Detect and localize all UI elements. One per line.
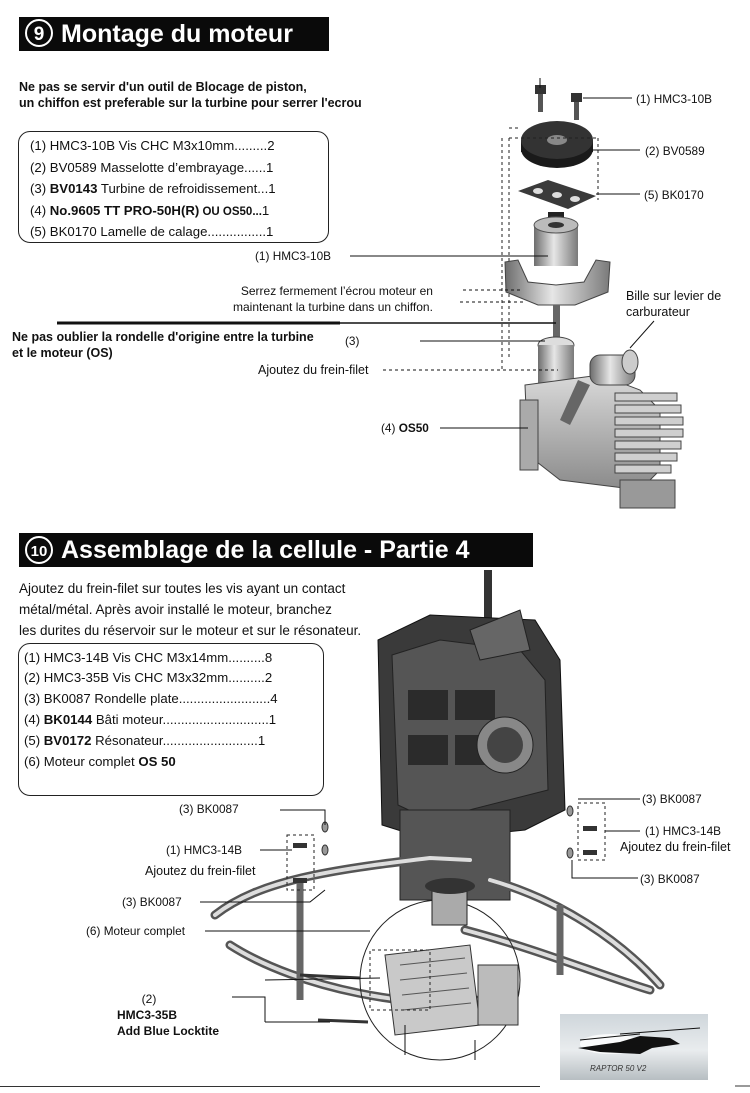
hmc3-35b-code: HMC3-35B: [117, 1008, 178, 1022]
label-three: (3): [345, 334, 360, 348]
label-bk0170: (5) BK0170: [644, 188, 704, 202]
label-frein-filet-left: Ajoutez du frein-filet: [145, 864, 256, 878]
step9-title: Montage du moteur: [61, 20, 293, 48]
part-text: (4): [24, 712, 44, 727]
part-desc: Turbine de refroidissement...: [97, 181, 269, 196]
label-frein-filet-9: Ajoutez du frein-filet: [258, 363, 369, 377]
raptor-logo-image: [560, 1014, 708, 1080]
page-bottom-rule: [0, 1086, 540, 1087]
part-text: (1) HMC3-14B Vis CHC M3x14mm..........: [24, 650, 265, 665]
label-hmc3-14b-left: (1) HMC3-14B: [166, 843, 243, 857]
intro-line-1: Ajoutez du frein-filet sur toutes les vis ayant un contact: [19, 581, 346, 596]
bille-line-2: carburateur: [626, 305, 690, 319]
part-text: (6) Moteur complet: [24, 754, 139, 769]
label-bk0087-bottom-right: (3) BK0087: [640, 872, 700, 886]
part-code: No.9605 TT PRO-50H(R): [49, 203, 200, 218]
part-code: BK0144: [43, 712, 93, 727]
part-code: OS 50: [138, 754, 176, 769]
part-qty: 1: [261, 203, 270, 218]
warning-line-1: Ne pas se servir d'un outil de Blocage de piston,: [19, 80, 307, 94]
part-qty: 8: [264, 650, 273, 665]
intro-line-2: métal/métal. Après avoir installé le moteur, branchez: [19, 602, 332, 617]
os50-code: OS50: [398, 421, 429, 435]
label-hmc3-14b-right: (1) HMC3-14B: [645, 824, 722, 838]
part-qty: 1: [268, 181, 276, 196]
bille-line-1: Bille sur levier de: [626, 289, 722, 303]
label-bk0087-mid-left: (3) BK0087: [122, 895, 182, 909]
part-qty: 1: [257, 733, 266, 748]
part-text: (2) BV0589 Masselotte d’embrayage......: [30, 160, 267, 175]
part-desc: OU OS50...: [199, 206, 262, 218]
warning-line-2: un chiffon est preferable sur la turbine pour serrer l'ecrou: [19, 96, 362, 110]
part-desc: Bâti moteur.............................: [92, 712, 269, 727]
label-bk0087-top-left: (3) BK0087: [179, 802, 239, 816]
label-bv0589: (2) BV0589: [645, 144, 705, 158]
part-text: (5): [24, 733, 44, 748]
rondelle-line-1: Ne pas oublier la rondelle d'origine entre la turbine: [12, 330, 314, 344]
label-hmc3-35b: [117, 991, 219, 1039]
label-moteur-complet: (6) Moteur complet: [86, 924, 185, 938]
part-qty: 1: [266, 224, 274, 239]
part-qty: 2: [267, 138, 275, 153]
os50-prefix: (4): [381, 421, 399, 435]
hmc3-35b-num: (2): [141, 992, 157, 1006]
step10-number: 10: [25, 536, 53, 564]
part-qty: 1: [268, 712, 277, 727]
rondelle-line-2: et le moteur (OS): [12, 346, 113, 360]
serrez-line-1: Serrez fermement l’écrou moteur en: [240, 284, 433, 298]
part-text: (1) HMC3-10B Vis CHC M3x10mm.........: [30, 138, 268, 153]
step9-number: 9: [25, 19, 53, 47]
part-text: (3): [30, 181, 50, 196]
label-bk0087-top-right: (3) BK0087: [642, 792, 702, 806]
add-blue-locktite: Add Blue Locktite: [117, 1024, 220, 1038]
part-desc: Résonateur..........................: [91, 733, 258, 748]
part-text: (5) BK0170 Lamelle de calage................: [30, 224, 267, 239]
part-text: (2) HMC3-35B Vis CHC M3x32mm..........: [24, 670, 265, 685]
label-hmc3-10b-left: (1) HMC3-10B: [255, 249, 332, 263]
serrez-line-2: maintenant la turbine dans un chiffon.: [233, 300, 433, 314]
part-qty: 4: [270, 691, 278, 706]
label-frein-filet-right: Ajoutez du frein-filet: [620, 840, 731, 854]
step10-title: Assemblage de la cellule - Partie 4: [61, 536, 470, 564]
part-qty: 1: [266, 160, 274, 175]
part-text: (4): [30, 203, 50, 218]
part-text: (3) BK0087 Rondelle plate.........................: [24, 691, 271, 706]
label-hmc3-10b-top: (1) HMC3-10B: [636, 92, 713, 106]
intro-line-3: les durites du réservoir sur le moteur et sur le résonateur.: [19, 623, 362, 638]
part-qty: 2: [264, 670, 273, 685]
part-code: BV0172: [43, 733, 92, 748]
logo-caption: RAPTOR 50 V2: [590, 1064, 647, 1073]
part-code: BV0143: [49, 181, 98, 196]
